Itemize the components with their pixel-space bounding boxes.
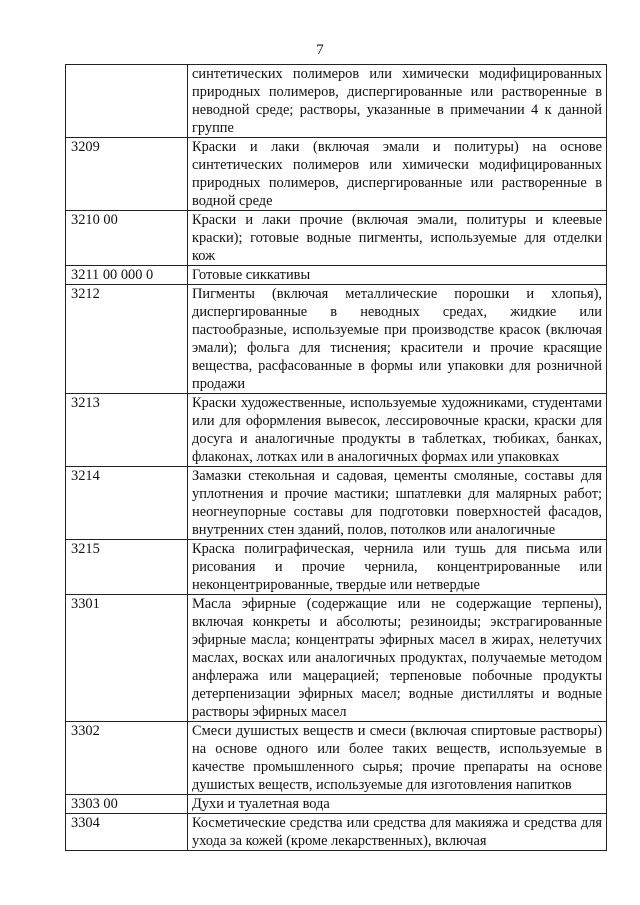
row-code: 3212 <box>66 285 188 394</box>
row-description: Замазки стекольная и садовая, цементы смоляные, составы для уплотнения и прочие мастики; шпатлевки для малярных работ; неогнеупорные составы для подготовки поверхностей фасадов, внутренних стен зданий, полов, потолков или аналогичные <box>188 467 607 540</box>
table-row <box>66 138 607 211</box>
row-description: Готовые сиккативы <box>188 266 607 285</box>
row-code: 3301 <box>66 595 188 722</box>
row-code: 3304 <box>66 814 188 851</box>
customs-code-table <box>65 64 607 851</box>
row-code: 3214 <box>66 467 188 540</box>
table-row <box>66 285 607 394</box>
row-code: 3215 <box>66 540 188 595</box>
table-row <box>66 722 607 795</box>
table-row <box>66 467 607 540</box>
table-row <box>66 814 607 851</box>
row-code: 3211 00 000 0 <box>66 266 188 285</box>
table-row <box>66 795 607 814</box>
row-description: Косметические средства или средства для макияжа и средства для ухода за кожей (кроме лекарственных), включая <box>188 814 607 851</box>
table-row <box>66 394 607 467</box>
row-description: Краски и лаки прочие (включая эмали, политуры и клеевые краски); готовые водные пигменты, используемые для отделки кож <box>188 211 607 266</box>
row-description: Пигменты (включая металлические порошки и хлопья), диспергированные в неводных средах, жидкие или пастообразные, используемые при производстве красок (включая эмали); фольга для тиснения; красители и прочие красящие вещества, расфасованные в формы или упаковки для розничной продажи <box>188 285 607 394</box>
row-code: 3303 00 <box>66 795 188 814</box>
row-description: Смеси душистых веществ и смеси (включая спиртовые растворы) на основе одного или более таких веществ, используемые в качестве промышленного сырья; прочие препараты на основе душистых веществ, используемые для изготовления напитков <box>188 722 607 795</box>
table-row <box>66 65 607 138</box>
table-row <box>66 266 607 285</box>
row-code: 3209 <box>66 138 188 211</box>
table-row <box>66 595 607 722</box>
row-code: 3210 00 <box>66 211 188 266</box>
row-description: Духи и туалетная вода <box>188 795 607 814</box>
row-description: Краски художественные, используемые художниками, студентами или для оформления вывесок, лессировочные краски, краски для досуга и аналогичные продукты в таблетках, тюбиках, банках, флаконах, лотках или в аналогичных формах или упаковках <box>188 394 607 467</box>
row-code: 3213 <box>66 394 188 467</box>
row-description: синтетических полимеров или химически модифицированных природных полимеров, диспергированные или растворенные в неводной среде; растворы, указанные в примечании 4 к данной группе <box>188 65 607 138</box>
row-code: 3302 <box>66 722 188 795</box>
row-description: Краска полиграфическая, чернила или тушь для письма или рисования и прочие чернила, концентрированные или неконцентрированные, твердые или нетвердые <box>188 540 607 595</box>
table-row <box>66 211 607 266</box>
row-description: Масла эфирные (содержащие или не содержащие терпены), включая конкреты и абсолюты; резиноиды; экстрагированные эфирные масла; концентраты эфирных масел в жирах, нелетучих маслах, восках или аналогичных продуктах, получаемые методом анфлеража или мацерацией; терпеновые побочные продукты детерпенизации эфирных масел; водные дистилляты и водные растворы эфирных масел <box>188 595 607 722</box>
page-number: 7 <box>316 42 324 58</box>
row-description: Краски и лаки (включая эмали и политуры) на основе синтетических полимеров или химически модифицированных природных полимеров, диспергированные или растворенные в водной среде <box>188 138 607 211</box>
row-code <box>66 65 188 138</box>
table-row <box>66 540 607 595</box>
